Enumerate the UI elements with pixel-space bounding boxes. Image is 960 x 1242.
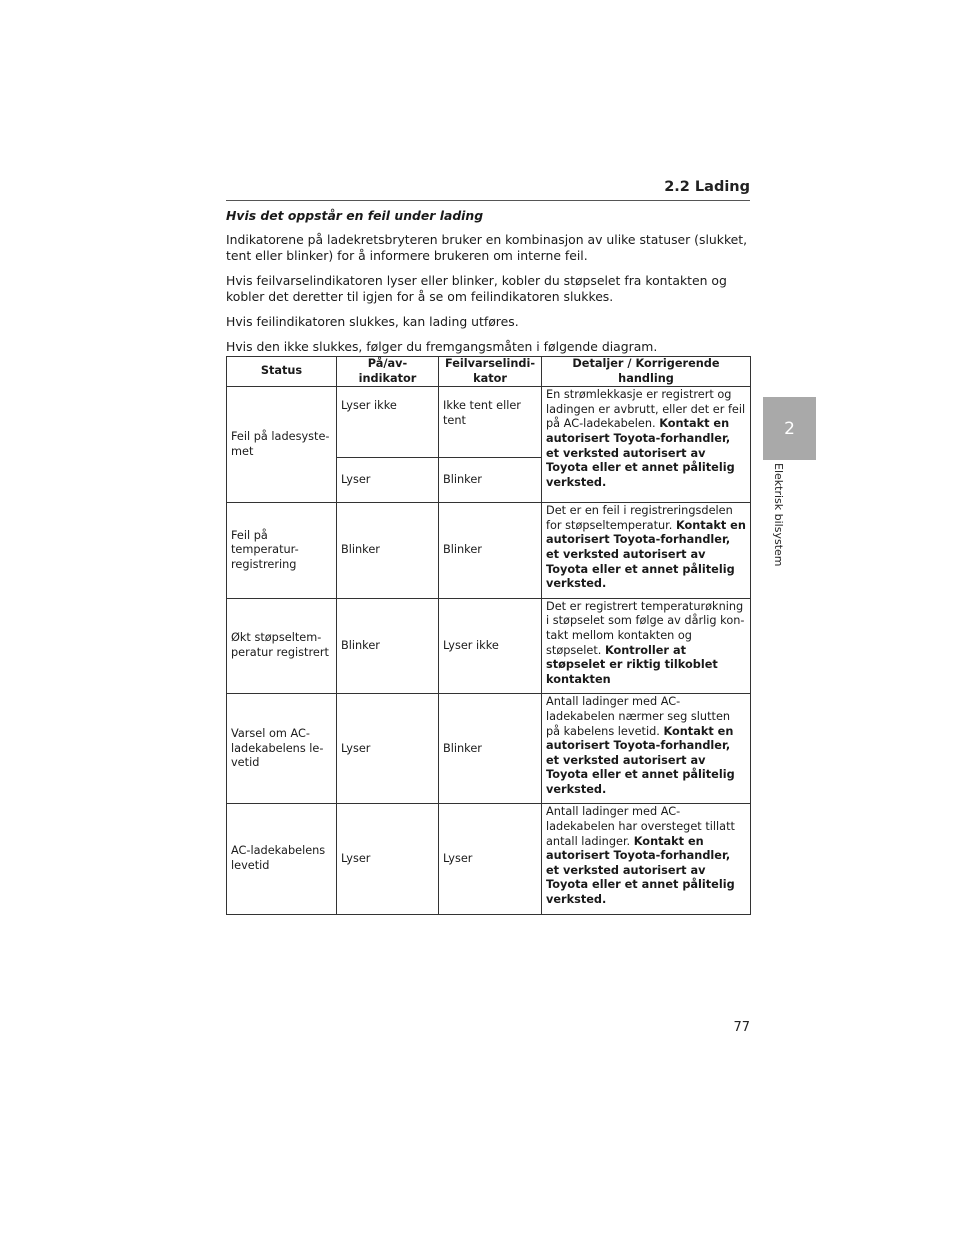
fault-cell: Blinker [439,458,542,503]
fault-cell: Blinker [439,694,542,804]
action-text: Kontakt en autorisert Toyota-forhandler, et verksted autorisert av Toyota eller et annet pålitelig verksted. [546,724,735,796]
header-divider [226,200,750,201]
detail-text: Det er registrert temperaturøkning i støpselet som følge av dårlig kon-takt mellom kontakten og støpselet. [546,599,745,657]
fault-cell: Lyser [439,804,542,914]
chapter-label: Elektrisk bilsystem [772,463,785,567]
detail-text: Det er en feil i registreringsdelen for støpseltemperatur. [546,504,733,532]
detail-cell [542,598,751,694]
col-header-detail: Detaljer / Korrigerende handling [542,357,751,387]
detail-text: Antall ladinger med AC-ladekabelen nærmer seg slutten på kabelens levetid. [546,695,731,738]
onoff-cell: Blinker [337,598,439,694]
status-cell: Varsel om AC-ladekabelens le-vetid [227,694,337,804]
detail-cell [542,804,751,914]
action-text: Kontakt en autorisert Toyota-forhandler, et verksted autorisert av Toyota eller et annet pålitelig verksted. [546,834,735,907]
onoff-cell: Lyser [337,804,439,914]
section-header: 2.2 Lading [664,179,750,195]
table-header-row [227,357,751,387]
detail-text: Antall ladinger med AC-ladekabelen har oversteget tillatt antall ladinger. [546,805,735,848]
subsection-heading: Hvis det oppstår en feil under lading [226,208,484,223]
action-text: Kontakt en autorisert Toyota-forhandler, et verksted autorisert av Toyota eller et annet pålitelig verksted. [546,417,735,489]
status-cell: Feil på ladesyste-met [227,387,337,503]
onoff-cell: Lyser [337,694,439,804]
paragraph: Indikatorene på ladekretsbryteren bruker en kombinasjon av ulike statuser (slukket, tent eller blinker) for å informere brukeren om interne feil. [226,232,748,263]
fault-cell: Ikke tent eller tent [439,387,542,458]
col-header-onoff: På/av-indikator [337,357,439,387]
paragraph: Hvis feilindikatoren slukkes, kan lading utføres. [226,314,519,329]
fault-cell: Blinker [439,503,542,599]
status-cell: AC-ladekabelens levetid [227,804,337,914]
action-text: Kontakt en autorisert Toyota-forhandler, et verksted autorisert av Toyota eller et annet pålitelig verksted. [546,518,746,591]
fault-cell: Lyser ikke [439,598,542,694]
col-header-fault: Feilvarselindi-kator [439,357,542,387]
onoff-cell: Lyser [337,458,439,503]
main-content [226,208,750,364]
table-row [227,694,751,804]
table-row [227,387,751,458]
col-header-status: Status [227,357,337,387]
table-row [227,503,751,599]
status-cell: Feil på temperatur-registrering [227,503,337,599]
page-number: 77 [733,1020,750,1035]
paragraph: Hvis feilvarselindikatoren lyser eller blinker, kobler du støpselet fra kontakten og kobler det deretter til igjen for å se om feilindikatoren slukkes. [226,273,727,304]
status-cell: Økt støpseltem-peratur registrert [227,598,337,694]
chapter-tab [763,397,816,460]
fault-table [226,356,751,915]
detail-cell [542,387,751,503]
detail-cell [542,694,751,804]
table-row [227,804,751,914]
detail-cell [542,503,751,599]
onoff-cell: Blinker [337,503,439,599]
paragraph: Hvis den ikke slukkes, følger du fremgangsmåten i følgende diagram. [226,339,658,354]
action-text: Kontroller at støpselet er riktig tilkoblet kontakten [546,643,718,686]
chapter-number: 2 [784,418,795,439]
detail-text: En strømlekkasje er registrert og ladingen er avbrutt, eller det er feil på AC-ladekabelen. [546,388,746,431]
table-row [227,598,751,694]
onoff-cell: Lyser ikke [337,387,439,458]
